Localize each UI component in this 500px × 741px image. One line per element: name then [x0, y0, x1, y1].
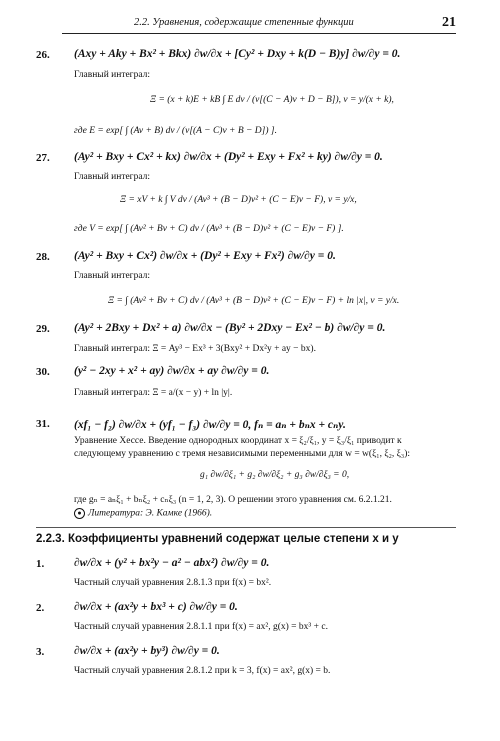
- equation-28: (Ay² + Bxy + Cx²) ∂w/∂x + (Dy² + Exy + Fx²) ∂w/∂y = 0.: [74, 250, 336, 262]
- equation-30: (y² − 2xy + x² + ay) ∂w/∂x + ay ∂w/∂y = 0.: [74, 365, 270, 377]
- hesse-text-1: Уравнение Хессе. Введение однородных координат x = ξ₂/ξ₁, y = ξ₃/ξ₁ приводит к: [74, 436, 402, 446]
- integral-label-27: Главный интеграл:: [74, 172, 151, 182]
- integral-where-27: где V = exp[ ∫ (Av² + Bv + C) dv / (Av³ + (B − D)v² + (C − E)v − F) ].: [74, 224, 344, 234]
- integral-where-26: где E = exp[ ∫ (Av + B) dv / (v[(A − C)v + B − D]) ].: [74, 126, 277, 136]
- equation-number-26: 26.: [36, 49, 50, 61]
- hesse-text-2: следующему уравнению с тремя независимыми переменными для w = w(ξ₁, ξ₂, ξ₃):: [74, 449, 411, 459]
- equation-29: (Ay² + 2Bxy + Dx² + a) ∂w/∂x − (By² + 2Dxy − Ex² − b) ∂w/∂y = 0.: [74, 322, 386, 334]
- equation-31: (xf₁ − f₂) ∂w/∂x + (yf₁ − f₃) ∂w/∂y = 0, fₙ = aₙ + bₙx + cₙy.: [74, 419, 346, 431]
- item-note-3: Частный случай уравнения 2.8.1.2 при k = 3, f(x) = ax², g(x) = b.: [74, 666, 331, 676]
- item-note-2: Частный случай уравнения 2.8.1.1 при f(x) = ax², g(x) = bx³ + c.: [74, 622, 328, 632]
- integral-29: Главный интеграл: Ξ = Ay³ − Ex³ + 3(Bxy² + Dx²y + ay − bx).: [74, 344, 316, 354]
- integral-28: Ξ = ∫ (Av² + Bv + C) dv / (Av³ + (B − D)v² + (C − E)v − F) + ln |x|, v = y/x.: [108, 296, 400, 306]
- equation-number-29: 29.: [36, 323, 50, 335]
- section-divider: [36, 527, 456, 528]
- item-equation-2: ∂w/∂x + (ax²y + bx³ + c) ∂w/∂y = 0.: [74, 601, 238, 613]
- equation-26: (Axy + Aky + Bx² + Bkx) ∂w/∂x + [Cy² + Dxy + k(D − B)y] ∂w/∂y = 0.: [74, 48, 401, 60]
- equation-number-27: 27.: [36, 152, 50, 164]
- integral-label-26: Главный интеграл:: [74, 70, 151, 80]
- item-number-1: 1.: [36, 558, 45, 570]
- integral-label-28: Главный интеграл:: [74, 271, 151, 281]
- equation-number-30: 30.: [36, 366, 50, 378]
- literature-line: [74, 508, 212, 519]
- running-header-title: 2.2. Уравнения, содержащие степенные функции: [134, 17, 354, 28]
- equation-number-31: 31.: [36, 418, 50, 430]
- running-header: [62, 17, 456, 31]
- integral-27: Ξ = xV + k ∫ V dv / (Av³ + (B − D)v² + (C − E)v − F), v = y/x,: [120, 195, 357, 205]
- equation-number-28: 28.: [36, 251, 50, 263]
- hesse-where: где gₙ = aₙξ₁ + bₙξ₂ + cₙξ₃ (n = 1, 2, 3). О решении этого уравнения см. 6.2.1.21.: [74, 495, 392, 505]
- equation-27: (Ay² + Bxy + Cx² + kx) ∂w/∂x + (Dy² + Exy + Fx² + ky) ∂w/∂y = 0.: [74, 151, 383, 163]
- item-equation-1: ∂w/∂x + (y² + bx²y − a² − abx²) ∂w/∂y = 0.: [74, 557, 270, 569]
- item-number-2: 2.: [36, 602, 45, 614]
- header-rule: [62, 33, 456, 34]
- literature-icon: ●: [74, 508, 85, 519]
- page-number: 21: [442, 15, 456, 30]
- hesse-equation: g₁ ∂w/∂ξ₁ + g₂ ∂w/∂ξ₂ + g₃ ∂w/∂ξ₃ = 0,: [200, 470, 350, 480]
- item-number-3: 3.: [36, 646, 45, 658]
- section-title: 2.2.3. Коэффициенты уравнений содержат целые степени x и y: [36, 533, 399, 545]
- integral-26: Ξ = (x + k)E + kB ∫ E dv / (v[(C − A)v + D − B]), v = y/(x + k),: [150, 95, 394, 105]
- item-note-1: Частный случай уравнения 2.8.1.3 при f(x) = bx².: [74, 578, 272, 588]
- item-equation-3: ∂w/∂x + (ax²y + by³) ∂w/∂y = 0.: [74, 645, 220, 657]
- integral-30: Главный интеграл: Ξ = a/(x − y) + ln |y|.: [74, 388, 233, 398]
- literature-text: Литература: Э. Камке (1966).: [88, 508, 213, 519]
